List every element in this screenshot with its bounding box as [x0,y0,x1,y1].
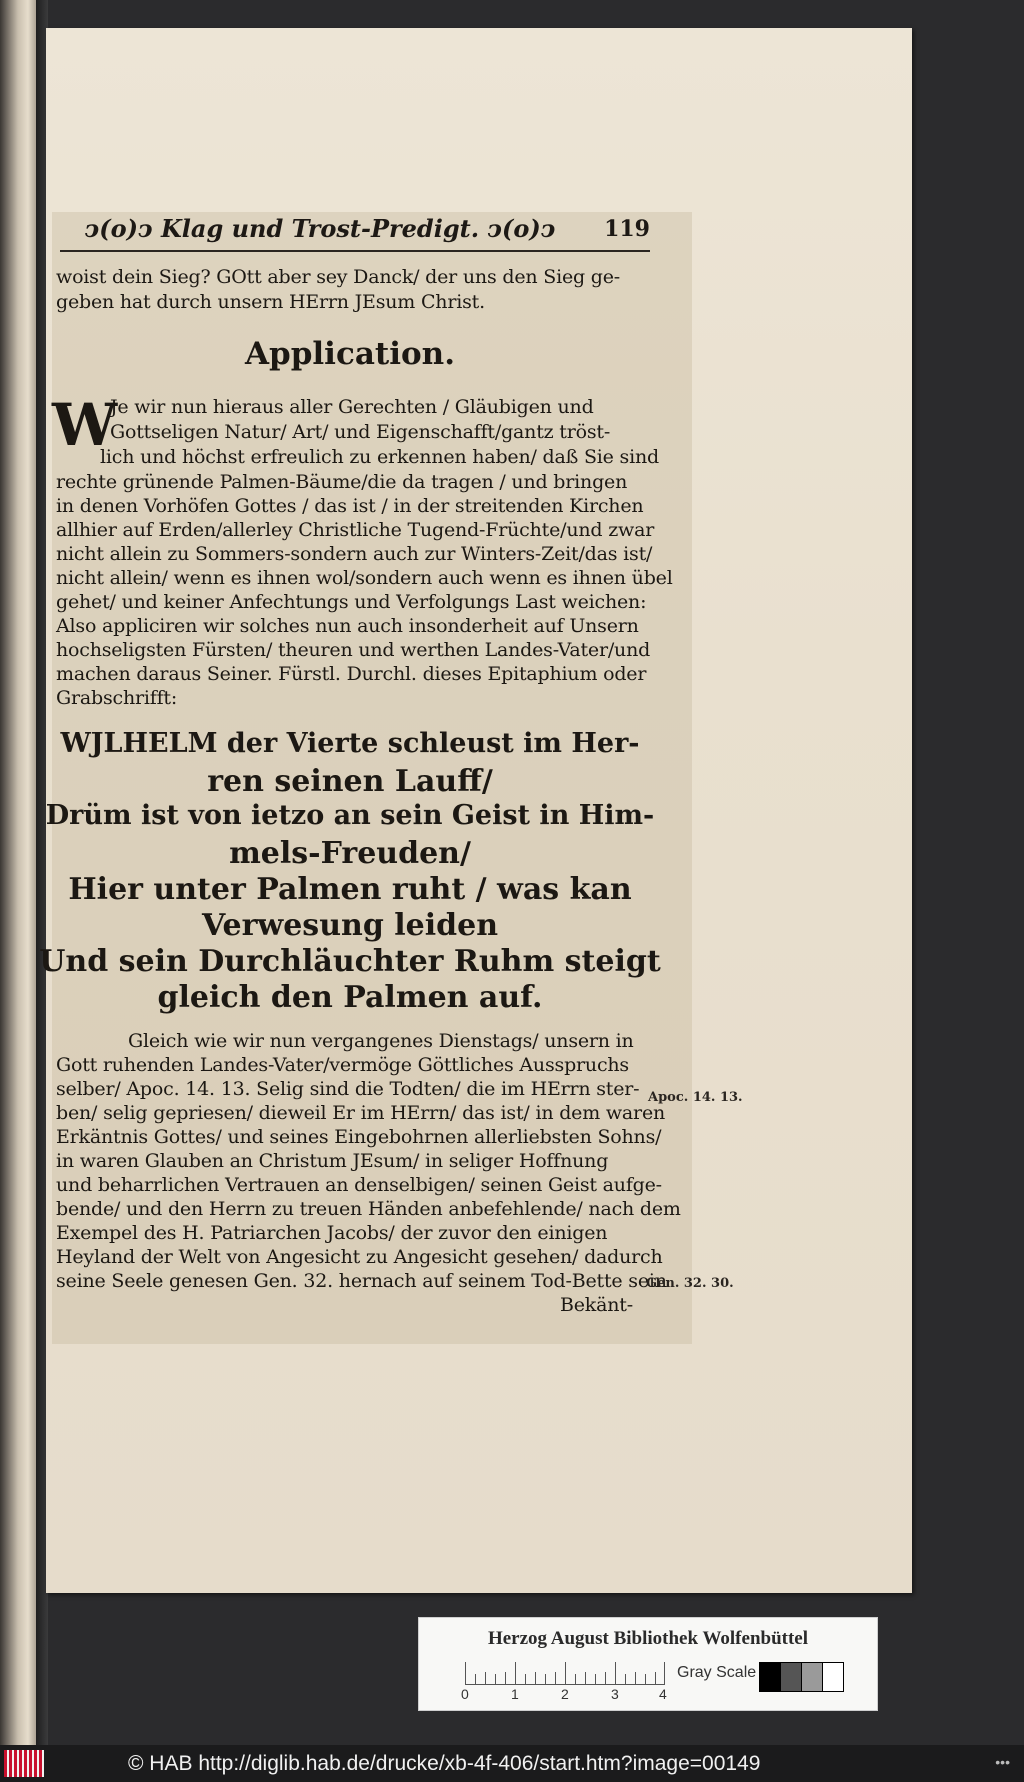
intro-line: geben hat durch unsern HErrn JEsum Christ. [56,291,485,313]
epitaph-line: gleich den Palmen auf. [157,980,543,1015]
sermon-line: Exempel des H. Patriarchen Jacobs/ der zuvor den einigen [56,1222,608,1244]
epitaph-line: WJLHELM der Vierte schleust im Her- [60,728,640,759]
gray-scale-label: Gray Scale [677,1664,757,1681]
footer-link[interactable]: © HAB http://diglib.hab.de/drucke/xb-4f-406/start.htm?image=00149 [128,1752,761,1775]
application-line: rechte grünende Palmen-Bäume/die da tragen / und bringen [56,471,628,493]
ruler-number: 4 [659,1686,667,1702]
application-line: allhier auf Erden/allerley Christliche Tugend-Früchte/und zwar [56,519,655,541]
application-line: Gottseligen Natur/ Art/ und Eigenschafft/gantz tröst- [110,421,611,443]
gray-swatch-dark [780,1662,802,1692]
page-number: 119 [604,216,650,242]
gray-swatch-mid [801,1662,823,1692]
epitaph-line: Drüm ist von ietzo an sein Geist in Him- [45,800,655,831]
ruler-number: 0 [461,1686,469,1702]
drop-capital: W [52,391,118,459]
ruler-number: 1 [511,1686,519,1702]
more-icon[interactable]: ••• [995,1754,1010,1770]
footer-bar [0,1745,1024,1782]
sermon-line: und beharrlichen Vertrauen an denselbigen/ seinen Geist aufge- [56,1174,662,1196]
sermon-line: selber/ Apoc. 14. 13. Selig sind die Todten/ die im HErrn ster- [56,1078,640,1100]
sermon-line: seine Seele genesen Gen. 32. hernach auf seinem Tod-Bette sein [56,1270,667,1292]
gray-swatch-white [822,1662,844,1692]
epitaph-line: Hier unter Palmen ruht / was kan [68,872,632,907]
sermon-line: Heyland der Welt von Angesicht zu Angesicht gesehen/ dadurch [56,1246,663,1268]
sermon-line: Erkäntnis Gottes/ und seines Eingebohrnen allerliebsten Sohns/ [56,1126,662,1148]
ruler-number: 3 [611,1686,619,1702]
running-head [60,208,650,252]
hab-logo-icon [4,1750,44,1777]
library-label-card [418,1617,878,1711]
intro-line: woist dein Sieg? GOtt aber sey Danck/ der uns den Sieg ge- [56,266,621,288]
section-title: Application. [244,336,456,372]
application-line: Also appliciren wir solches nun auch insonderheit auf Unsern [56,615,639,637]
sermon-line: in waren Glauben an Christum JEsum/ in seliger Hoffnung [56,1150,609,1172]
application-line: gehet/ und keiner Anfechtungs und Verfolgungs Last weichen: [56,591,647,613]
epitaph-line: ren seinen Lauff/ [207,764,493,799]
application-line: nicht allein zu Sommers-sondern auch zur Winters-Zeit/das ist/ [56,543,653,565]
ruler-number: 2 [561,1686,569,1702]
gray-swatch-black [759,1662,781,1692]
margin-note: Apoc. 14. 13. [648,1090,743,1105]
library-name: Herzog August Bibliothek Wolfenbüttel [487,1628,809,1649]
sermon-line: Gott ruhenden Landes-Vater/vermöge Göttliches Ausspruchs [56,1054,629,1076]
running-head-title: ↄ(o)ↄ Klag und Trost-Predigt. ↄ(o)ↄ [84,214,556,243]
application-line: Grabschrifft: [56,687,178,709]
application-line: nicht allein/ wenn es ihnen wol/sondern auch wenn es ihnen übel [56,567,673,589]
epitaph-line: Und sein Durchläuchter Ruhm steigt [39,944,661,979]
sermon-line: bende/ und den Herrn zu treuen Händen anbefehlende/ nach dem [56,1198,681,1220]
application-line: machen daraus Seiner. Fürstl. Durchl. dieses Epitaphium oder [56,663,647,685]
sermon-line: ben/ selig gepriesen/ dieweil Er im HErrn/ das ist/ in dem waren [56,1102,666,1124]
application-line: in denen Vorhöfen Gottes / das ist / in der streitenden Kirchen [56,495,644,517]
epitaph-line: mels-Freuden/ [229,836,471,871]
application-line: lich und höchst erfreulich zu erkennen haben/ daß Sie sind [100,446,659,468]
epitaph-line: Verwesung leiden [201,908,498,943]
scale-ruler [465,1662,665,1685]
application-line: Je wir nun hieraus aller Gerechten / Gläubigen und [110,396,594,418]
catchword: Bekänt- [560,1294,633,1316]
sermon-line: Gleich wie wir nun vergangenes Dienstags/ unsern in [128,1030,634,1052]
application-line: hochseligsten Fürsten/ theuren und werthen Landes-Vater/und [56,639,651,661]
margin-note: Gen. 32. 30. [646,1276,734,1291]
